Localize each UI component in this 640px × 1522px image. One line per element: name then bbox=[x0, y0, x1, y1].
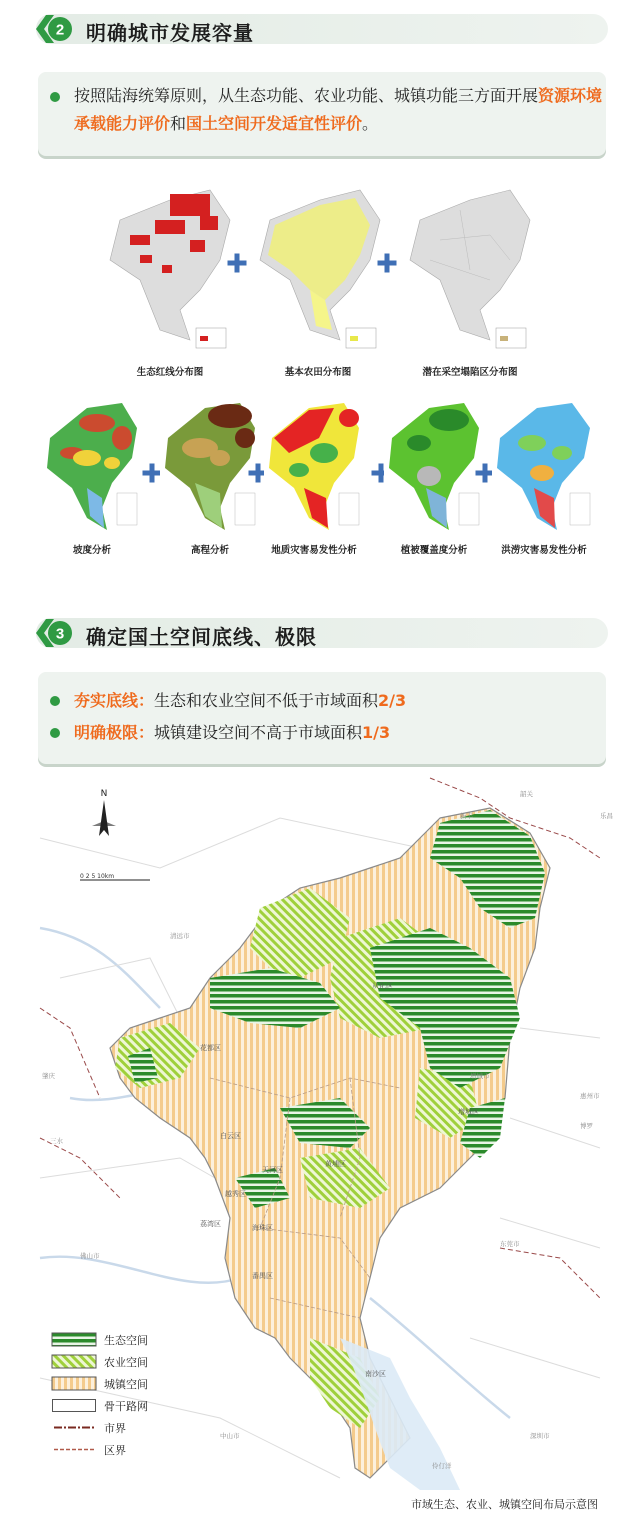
svg-text:N: N bbox=[100, 789, 108, 799]
district-label: 荔湾区 bbox=[200, 1220, 221, 1228]
place-label: 博罗 bbox=[580, 1122, 593, 1130]
place-label: 清远市 bbox=[170, 932, 190, 940]
basic-farmland-map bbox=[250, 180, 390, 360]
bullet1-value: 2/3 bbox=[378, 691, 407, 710]
section-number-badge bbox=[34, 617, 74, 649]
urban-swatch bbox=[52, 1377, 96, 1390]
highlight-suitability: 国土空间开发适宜性评价 bbox=[186, 114, 363, 133]
section3-card bbox=[38, 672, 606, 764]
section2-paragraph bbox=[74, 82, 604, 138]
elevation-map bbox=[160, 398, 260, 536]
legend-label: 骨干路网 bbox=[104, 1400, 148, 1413]
para-and: 和 bbox=[170, 114, 187, 133]
place-label: 佛山市 bbox=[80, 1252, 100, 1260]
district-label: 天河区 bbox=[262, 1166, 283, 1174]
eco-redline-map bbox=[100, 180, 240, 360]
map-caption: 潜在采空塌陷区分布图 bbox=[422, 367, 518, 378]
section2-number: 2 bbox=[55, 21, 65, 39]
map-caption: 植被覆盖度分析 bbox=[400, 545, 468, 556]
map-caption: 生态红线分布图 bbox=[136, 367, 204, 378]
place-label: 增城市 bbox=[470, 1072, 490, 1080]
map-caption: 市域生态、农业、城镇空间布局示意图 bbox=[411, 1498, 598, 1511]
district-boundary-swatch bbox=[52, 1443, 96, 1456]
section-number-badge bbox=[34, 13, 74, 45]
section2-title: 明确城市发展容量 bbox=[86, 21, 254, 45]
place-label: 东莞市 bbox=[500, 1240, 520, 1248]
legend-label: 市界 bbox=[104, 1422, 126, 1435]
bullet bbox=[50, 728, 60, 738]
road-swatch bbox=[52, 1399, 96, 1412]
para-text: 按照陆海统筹原则，从生态功能、农业功能、城镇功能三方面开展 bbox=[74, 86, 539, 105]
slope-map bbox=[42, 398, 142, 536]
map-caption: 高程分析 bbox=[190, 545, 229, 556]
collapse-zone-map bbox=[400, 180, 540, 360]
agri-swatch bbox=[52, 1355, 96, 1368]
para-end: 。 bbox=[362, 114, 379, 133]
bullet2-text bbox=[74, 720, 390, 743]
bullet2-value: 1/3 bbox=[362, 723, 391, 742]
bullet bbox=[50, 92, 60, 102]
section2-card bbox=[38, 72, 606, 156]
place-label: 新丰 bbox=[460, 812, 473, 820]
bullet1-text bbox=[74, 688, 406, 711]
map-caption: 洪涝灾害易发性分析 bbox=[501, 545, 587, 556]
map-caption: 基本农田分布图 bbox=[284, 367, 352, 378]
district-label: 越秀区 bbox=[225, 1190, 246, 1198]
map-caption: 坡度分析 bbox=[72, 545, 111, 556]
bullet bbox=[50, 696, 60, 706]
city-boundary-swatch bbox=[52, 1421, 96, 1434]
district-label: 花都区 bbox=[200, 1044, 221, 1052]
bullet1-body: 生态和农业空间不低于市域面积 bbox=[154, 691, 379, 710]
district-label: 白云区 bbox=[220, 1132, 241, 1140]
eco-swatch bbox=[52, 1333, 96, 1346]
place-label: 韶关 bbox=[520, 790, 533, 798]
scale-label: 0 2 5 10km bbox=[80, 873, 115, 880]
section3-header bbox=[36, 618, 608, 648]
district-label: 黄埔区 bbox=[325, 1160, 346, 1168]
district-label: 从化区 bbox=[372, 982, 393, 990]
map-caption: 地质灾害易发性分析 bbox=[271, 545, 357, 556]
bullet2-body: 城镇建设空间不高于市域面积 bbox=[154, 723, 363, 742]
plus-icon bbox=[376, 252, 398, 274]
place-label: 三水 bbox=[50, 1137, 63, 1145]
place-label: 中山市 bbox=[220, 1432, 240, 1440]
place-label: 惠州市 bbox=[580, 1092, 600, 1100]
legend-label: 区界 bbox=[104, 1444, 126, 1457]
place-label: 深圳市 bbox=[530, 1432, 550, 1440]
vegetation-map bbox=[384, 398, 484, 536]
geohazard-map bbox=[264, 398, 364, 536]
plus-icon bbox=[226, 252, 248, 274]
bullet2-label: 明确极限： bbox=[74, 723, 155, 742]
legend-label: 城镇空间 bbox=[104, 1378, 148, 1391]
legend-label: 农业空间 bbox=[104, 1356, 148, 1369]
section3-number: 3 bbox=[55, 625, 65, 643]
section3-title: 确定国土空间底线、极限 bbox=[86, 625, 317, 649]
district-label: 南沙区 bbox=[365, 1370, 386, 1378]
highlight-resource: 资源环境承载能力评价 bbox=[74, 86, 603, 133]
place-label: 伶仃洋 bbox=[432, 1462, 452, 1470]
legend-label: 生态空间 bbox=[104, 1334, 148, 1347]
section2-header bbox=[36, 14, 608, 44]
place-label: 乐昌 bbox=[600, 812, 613, 820]
bullet1-label: 夯实底线： bbox=[74, 691, 155, 710]
place-label: 肇庆 bbox=[42, 1072, 55, 1080]
district-label: 海珠区 bbox=[252, 1224, 273, 1232]
flood-map bbox=[492, 398, 596, 536]
district-label: 增城区 bbox=[458, 1108, 479, 1116]
district-label: 番禺区 bbox=[252, 1272, 273, 1280]
